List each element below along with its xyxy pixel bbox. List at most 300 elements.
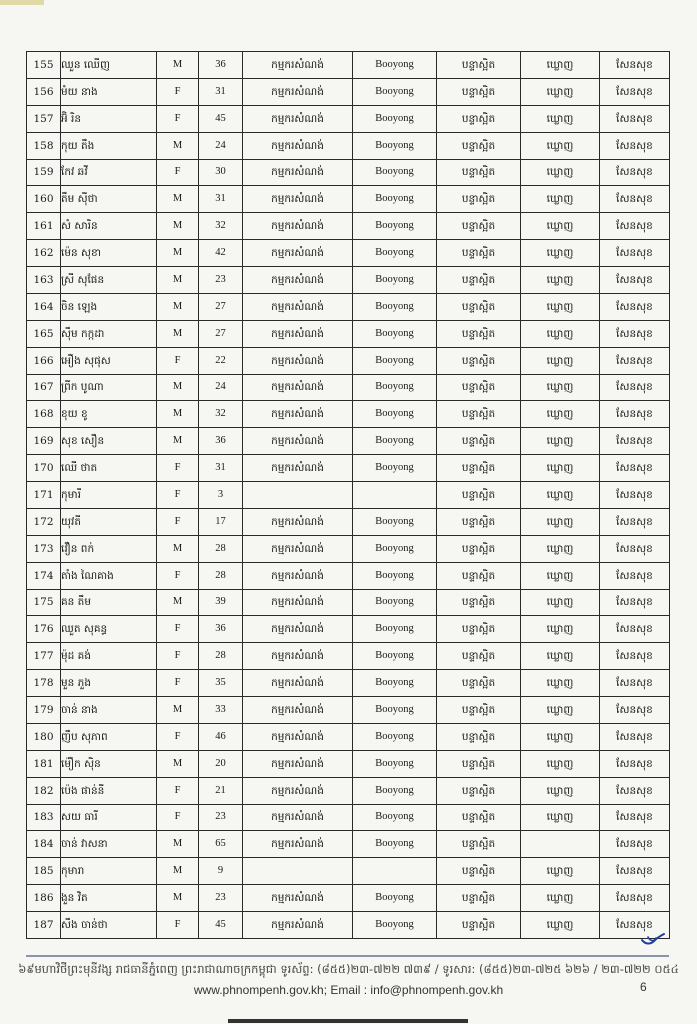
age-cell: 33: [199, 697, 243, 724]
sex-cell: F: [157, 105, 199, 132]
status-cell: សែនសុខ: [600, 105, 670, 132]
location-cell: បន្ទាស្អិត: [437, 508, 521, 535]
occupation-cell: កម្មករសំណង់: [243, 240, 353, 267]
district-cell: ឃ្លោញ: [521, 777, 600, 804]
occupation-cell: កម្មករសំណង់: [243, 320, 353, 347]
person-name: ស្រី សុផែន: [61, 267, 157, 294]
footer-address: ៦៩មហាវិថីព្រះមុនីវង្ស រាជធានីភ្នំពេញ ព្រះរាជាណាចក្រកម្ពុជា ទូរស័ព្ទ: (៨៥៥)២៣-៧២២ ៧៣៩ / ទូរសារ: (៨៥៥)២៣-៧២៥ ៦២៦ / ២៣-៧២២ ០៥៤: [18, 962, 679, 976]
table-row: [27, 159, 670, 186]
sex-cell: M: [157, 750, 199, 777]
sex-cell: M: [157, 267, 199, 294]
occupation-cell: [243, 858, 353, 885]
sex-cell: M: [157, 697, 199, 724]
person-name: ម៉េន សុខា: [61, 240, 157, 267]
age-cell: 45: [199, 105, 243, 132]
row-number: 166: [27, 347, 61, 374]
district-cell: ឃ្លោញ: [521, 186, 600, 213]
company-cell: Booyong: [353, 428, 437, 455]
age-cell: 28: [199, 562, 243, 589]
sex-cell: M: [157, 885, 199, 912]
table-row: [27, 723, 670, 750]
row-number: 170: [27, 455, 61, 482]
company-cell: Booyong: [353, 186, 437, 213]
location-cell: បន្ទាស្អិត: [437, 401, 521, 428]
company-cell: Booyong: [353, 132, 437, 159]
table-row: [27, 320, 670, 347]
sex-cell: M: [157, 401, 199, 428]
row-number: 173: [27, 535, 61, 562]
age-cell: 28: [199, 643, 243, 670]
company-cell: Booyong: [353, 508, 437, 535]
sex-cell: F: [157, 159, 199, 186]
row-number: 168: [27, 401, 61, 428]
occupation-cell: កម្មករសំណង់: [243, 804, 353, 831]
occupation-cell: កម្មករសំណង់: [243, 213, 353, 240]
district-cell: ឃ្លោញ: [521, 562, 600, 589]
person-name: វឿន ពក់: [61, 535, 157, 562]
sex-cell: M: [157, 589, 199, 616]
location-cell: បន្ទាស្អិត: [437, 267, 521, 294]
status-cell: សែនសុខ: [600, 643, 670, 670]
age-cell: 23: [199, 267, 243, 294]
row-number: 178: [27, 670, 61, 697]
age-cell: 32: [199, 401, 243, 428]
sex-cell: F: [157, 804, 199, 831]
row-number: 182: [27, 777, 61, 804]
row-number: 160: [27, 186, 61, 213]
company-cell: Booyong: [353, 589, 437, 616]
person-name: ព្រីក បូណា: [61, 374, 157, 401]
status-cell: សែនសុខ: [600, 750, 670, 777]
person-name: មំយ នាង: [61, 78, 157, 105]
occupation-cell: កម្មករសំណង់: [243, 132, 353, 159]
row-number: 183: [27, 804, 61, 831]
table-row: [27, 670, 670, 697]
sex-cell: M: [157, 374, 199, 401]
location-cell: បន្ទាស្អិត: [437, 643, 521, 670]
status-cell: សែនសុខ: [600, 428, 670, 455]
table-row: [27, 616, 670, 643]
district-cell: ឃ្លោញ: [521, 643, 600, 670]
roster-table: [26, 51, 670, 939]
location-cell: បន្ទាស្អិត: [437, 804, 521, 831]
person-name: ចិន ឡេង: [61, 293, 157, 320]
company-cell: Booyong: [353, 105, 437, 132]
occupation-cell: កម្មករសំណង់: [243, 885, 353, 912]
status-cell: សែនសុខ: [600, 159, 670, 186]
company-cell: Booyong: [353, 670, 437, 697]
status-cell: សែនសុខ: [600, 831, 670, 858]
district-cell: ឃ្លោញ: [521, 508, 600, 535]
status-cell: សែនសុខ: [600, 670, 670, 697]
district-cell: ឃ្លោញ: [521, 428, 600, 455]
company-cell: Booyong: [353, 777, 437, 804]
row-number: 169: [27, 428, 61, 455]
company-cell: Booyong: [353, 347, 437, 374]
company-cell: Booyong: [353, 267, 437, 294]
district-cell: [521, 831, 600, 858]
table-row: [27, 508, 670, 535]
person-name: ឈើ ថាត: [61, 455, 157, 482]
company-cell: Booyong: [353, 804, 437, 831]
occupation-cell: កម្មករសំណង់: [243, 374, 353, 401]
occupation-cell: កម្មករសំណង់: [243, 777, 353, 804]
company-cell: Booyong: [353, 750, 437, 777]
district-cell: ឃ្លោញ: [521, 401, 600, 428]
company-cell: Booyong: [353, 320, 437, 347]
age-cell: 23: [199, 885, 243, 912]
person-name: ឈួន ឈើញ: [61, 52, 157, 79]
table-row: [27, 455, 670, 482]
district-cell: ឃ្លោញ: [521, 347, 600, 374]
sex-cell: F: [157, 347, 199, 374]
sex-cell: M: [157, 428, 199, 455]
location-cell: បន្ទាស្អិត: [437, 347, 521, 374]
company-cell: Booyong: [353, 643, 437, 670]
table-row: [27, 186, 670, 213]
age-cell: 21: [199, 777, 243, 804]
table-row: [27, 482, 670, 509]
occupation-cell: កម្មករសំណង់: [243, 159, 353, 186]
status-cell: សែនសុខ: [600, 858, 670, 885]
age-cell: 36: [199, 616, 243, 643]
company-cell: Booyong: [353, 535, 437, 562]
age-cell: 9: [199, 858, 243, 885]
company-cell: Booyong: [353, 697, 437, 724]
status-cell: សែនសុខ: [600, 562, 670, 589]
person-name: កុមារា: [61, 858, 157, 885]
location-cell: បន្ទាស្អិត: [437, 589, 521, 616]
person-name: តឹម ស៊ីថា: [61, 186, 157, 213]
table-row: [27, 750, 670, 777]
sex-cell: M: [157, 186, 199, 213]
location-cell: បន្ទាស្អិត: [437, 858, 521, 885]
age-cell: 32: [199, 213, 243, 240]
location-cell: បន្ទាស្អិត: [437, 52, 521, 79]
occupation-cell: កម្មករសំណង់: [243, 562, 353, 589]
occupation-cell: [243, 482, 353, 509]
table-row: [27, 777, 670, 804]
age-cell: 27: [199, 320, 243, 347]
location-cell: បន្ទាស្អិត: [437, 455, 521, 482]
row-number: 163: [27, 267, 61, 294]
row-number: 171: [27, 482, 61, 509]
status-cell: សែនសុខ: [600, 320, 670, 347]
person-name: អ៊ិ រិន: [61, 105, 157, 132]
status-cell: សែនសុខ: [600, 804, 670, 831]
row-number: 172: [27, 508, 61, 535]
occupation-cell: កម្មករសំណង់: [243, 293, 353, 320]
person-name: សឹង ចាន់ថា: [61, 912, 157, 939]
person-name: គន តឹម: [61, 589, 157, 616]
footer-divider: [26, 955, 669, 957]
person-name: ខុយ ខូ: [61, 401, 157, 428]
company-cell: Booyong: [353, 52, 437, 79]
age-cell: 31: [199, 186, 243, 213]
location-cell: បន្ទាស្អិត: [437, 670, 521, 697]
table-row: [27, 428, 670, 455]
status-cell: សែនសុខ: [600, 912, 670, 939]
sex-cell: M: [157, 132, 199, 159]
person-name: សំ សារិន: [61, 213, 157, 240]
occupation-cell: កម្មករសំណង់: [243, 616, 353, 643]
table-row: [27, 697, 670, 724]
sex-cell: F: [157, 616, 199, 643]
table-row: [27, 535, 670, 562]
table-row: [27, 562, 670, 589]
table-row: [27, 831, 670, 858]
status-cell: សែនសុខ: [600, 132, 670, 159]
row-number: 167: [27, 374, 61, 401]
location-cell: បន្ទាស្អិត: [437, 912, 521, 939]
footer-contact: www.phnompenh.gov.kh; Email : info@phnompenh.gov.kh: [193, 983, 504, 997]
table-row: [27, 132, 670, 159]
location-cell: បន្ទាស្អិត: [437, 78, 521, 105]
company-cell: Booyong: [353, 240, 437, 267]
location-cell: បន្ទាស្អិត: [437, 777, 521, 804]
location-cell: បន្ទាស្អិត: [437, 320, 521, 347]
occupation-cell: កម្មករសំណង់: [243, 912, 353, 939]
age-cell: 22: [199, 347, 243, 374]
sex-cell: F: [157, 723, 199, 750]
district-cell: ឃ្លោញ: [521, 374, 600, 401]
age-cell: 65: [199, 831, 243, 858]
age-cell: 42: [199, 240, 243, 267]
age-cell: 39: [199, 589, 243, 616]
location-cell: បន្ទាស្អិត: [437, 831, 521, 858]
company-cell: [353, 482, 437, 509]
occupation-cell: កម្មករសំណង់: [243, 347, 353, 374]
district-cell: ឃ្លោញ: [521, 723, 600, 750]
age-cell: 35: [199, 670, 243, 697]
sex-cell: M: [157, 831, 199, 858]
age-cell: 46: [199, 723, 243, 750]
row-number: 164: [27, 293, 61, 320]
location-cell: បន្ទាស្អិត: [437, 213, 521, 240]
status-cell: សែនសុខ: [600, 213, 670, 240]
row-number: 157: [27, 105, 61, 132]
status-cell: សែនសុខ: [600, 508, 670, 535]
sex-cell: M: [157, 320, 199, 347]
company-cell: Booyong: [353, 78, 437, 105]
occupation-cell: កម្មករសំណង់: [243, 750, 353, 777]
status-cell: សែនសុខ: [600, 616, 670, 643]
row-number: 181: [27, 750, 61, 777]
sex-cell: M: [157, 858, 199, 885]
company-cell: Booyong: [353, 616, 437, 643]
status-cell: សែនសុខ: [600, 455, 670, 482]
district-cell: ឃ្លោញ: [521, 670, 600, 697]
row-number: 185: [27, 858, 61, 885]
company-cell: Booyong: [353, 159, 437, 186]
age-cell: 20: [199, 750, 243, 777]
location-cell: បន្ទាស្អិត: [437, 616, 521, 643]
sex-cell: F: [157, 562, 199, 589]
status-cell: សែនសុខ: [600, 535, 670, 562]
table-row: [27, 52, 670, 79]
location-cell: បន្ទាស្អិត: [437, 723, 521, 750]
age-cell: 36: [199, 428, 243, 455]
person-name: តាំង ណៃគាង: [61, 562, 157, 589]
district-cell: ឃ្លោញ: [521, 213, 600, 240]
sex-cell: F: [157, 912, 199, 939]
district-cell: ឃ្លោញ: [521, 616, 600, 643]
company-cell: Booyong: [353, 455, 437, 482]
person-name: ម៉ឿក ស៊ិន: [61, 750, 157, 777]
occupation-cell: កម្មករសំណង់: [243, 723, 353, 750]
row-number: 165: [27, 320, 61, 347]
row-number: 159: [27, 159, 61, 186]
sex-cell: M: [157, 52, 199, 79]
sex-cell: F: [157, 78, 199, 105]
row-number: 176: [27, 616, 61, 643]
table-row: [27, 858, 670, 885]
status-cell: សែនសុខ: [600, 482, 670, 509]
location-cell: បន្ទាស្អិត: [437, 562, 521, 589]
sex-cell: M: [157, 535, 199, 562]
person-name: ស៊ឹម កក្កដា: [61, 320, 157, 347]
occupation-cell: កម្មករសំណង់: [243, 589, 353, 616]
district-cell: ឃ្លោញ: [521, 804, 600, 831]
row-number: 162: [27, 240, 61, 267]
sex-cell: F: [157, 777, 199, 804]
table-row: [27, 105, 670, 132]
table-row: [27, 374, 670, 401]
occupation-cell: កម្មករសំណង់: [243, 670, 353, 697]
status-cell: សែនសុខ: [600, 589, 670, 616]
person-name: ងួន វិត: [61, 885, 157, 912]
location-cell: បន្ទាស្អិត: [437, 105, 521, 132]
occupation-cell: កម្មករសំណង់: [243, 267, 353, 294]
age-cell: 31: [199, 78, 243, 105]
status-cell: សែនសុខ: [600, 293, 670, 320]
status-cell: សែនសុខ: [600, 186, 670, 213]
row-number: 174: [27, 562, 61, 589]
age-cell: 24: [199, 374, 243, 401]
company-cell: Booyong: [353, 213, 437, 240]
location-cell: បន្ទាស្អិត: [437, 132, 521, 159]
location-cell: បន្ទាស្អិត: [437, 428, 521, 455]
table-row: [27, 804, 670, 831]
company-cell: Booyong: [353, 885, 437, 912]
table-row: [27, 240, 670, 267]
corner-smudge: [0, 0, 44, 5]
location-cell: បន្ទាស្អិត: [437, 240, 521, 267]
occupation-cell: កម្មករសំណង់: [243, 52, 353, 79]
row-number: 187: [27, 912, 61, 939]
district-cell: ឃ្លោញ: [521, 750, 600, 777]
age-cell: 36: [199, 52, 243, 79]
occupation-cell: កម្មករសំណង់: [243, 697, 353, 724]
status-cell: សែនសុខ: [600, 374, 670, 401]
row-number: 161: [27, 213, 61, 240]
status-cell: សែនសុខ: [600, 78, 670, 105]
location-cell: បន្ទាស្អិត: [437, 697, 521, 724]
occupation-cell: កម្មករសំណង់: [243, 508, 353, 535]
person-name: សយ ធារី: [61, 804, 157, 831]
district-cell: ឃ្លោញ: [521, 52, 600, 79]
district-cell: ឃ្លោញ: [521, 159, 600, 186]
bottom-edge-bar: [228, 1019, 468, 1023]
district-cell: ឃ្លោញ: [521, 535, 600, 562]
occupation-cell: កម្មករសំណង់: [243, 105, 353, 132]
company-cell: Booyong: [353, 723, 437, 750]
company-cell: Booyong: [353, 562, 437, 589]
status-cell: សែនសុខ: [600, 240, 670, 267]
status-cell: សែនសុខ: [600, 52, 670, 79]
age-cell: 45: [199, 912, 243, 939]
sex-cell: F: [157, 455, 199, 482]
row-number: 184: [27, 831, 61, 858]
table-row: [27, 78, 670, 105]
sex-cell: M: [157, 240, 199, 267]
person-name: ឈួត សុគន្ធ: [61, 616, 157, 643]
occupation-cell: កម្មករសំណង់: [243, 831, 353, 858]
row-number: 180: [27, 723, 61, 750]
row-number: 155: [27, 52, 61, 79]
company-cell: Booyong: [353, 293, 437, 320]
person-name: ញឹប សុភាព: [61, 723, 157, 750]
district-cell: ឃ្លោញ: [521, 293, 600, 320]
district-cell: ឃ្លោញ: [521, 267, 600, 294]
occupation-cell: កម្មករសំណង់: [243, 535, 353, 562]
sex-cell: F: [157, 508, 199, 535]
company-cell: Booyong: [353, 401, 437, 428]
company-cell: Booyong: [353, 912, 437, 939]
sex-cell: F: [157, 670, 199, 697]
person-name: ចាន់ នាង: [61, 697, 157, 724]
occupation-cell: កម្មករសំណង់: [243, 186, 353, 213]
company-cell: Booyong: [353, 374, 437, 401]
row-number: 156: [27, 78, 61, 105]
check-mark-icon: [640, 932, 666, 946]
district-cell: ឃ្លោញ: [521, 105, 600, 132]
person-name: កុមារី: [61, 482, 157, 509]
age-cell: 23: [199, 804, 243, 831]
occupation-cell: កម្មករសំណង់: [243, 455, 353, 482]
company-cell: Booyong: [353, 831, 437, 858]
status-cell: សែនសុខ: [600, 723, 670, 750]
district-cell: ឃ្លោញ: [521, 320, 600, 347]
sex-cell: F: [157, 482, 199, 509]
location-cell: បន្ទាស្អិត: [437, 374, 521, 401]
row-number: 175: [27, 589, 61, 616]
table-row: [27, 401, 670, 428]
occupation-cell: កម្មករសំណង់: [243, 78, 353, 105]
table-row: [27, 643, 670, 670]
age-cell: 28: [199, 535, 243, 562]
page-number: 6: [640, 980, 647, 994]
location-cell: បន្ទាស្អិត: [437, 482, 521, 509]
district-cell: ឃ្លោញ: [521, 240, 600, 267]
row-number: 177: [27, 643, 61, 670]
district-cell: ឃ្លោញ: [521, 482, 600, 509]
district-cell: ឃ្លោញ: [521, 885, 600, 912]
roster-body: [27, 52, 670, 939]
location-cell: បន្ទាស្អិត: [437, 885, 521, 912]
status-cell: សែនសុខ: [600, 347, 670, 374]
district-cell: ឃ្លោញ: [521, 455, 600, 482]
person-name: ប៉េង ផាន់នី: [61, 777, 157, 804]
age-cell: 30: [199, 159, 243, 186]
age-cell: 3: [199, 482, 243, 509]
status-cell: សែនសុខ: [600, 885, 670, 912]
table-row: [27, 885, 670, 912]
person-name: អឿង សុផុស: [61, 347, 157, 374]
status-cell: សែនសុខ: [600, 777, 670, 804]
district-cell: ឃ្លោញ: [521, 697, 600, 724]
row-number: 186: [27, 885, 61, 912]
